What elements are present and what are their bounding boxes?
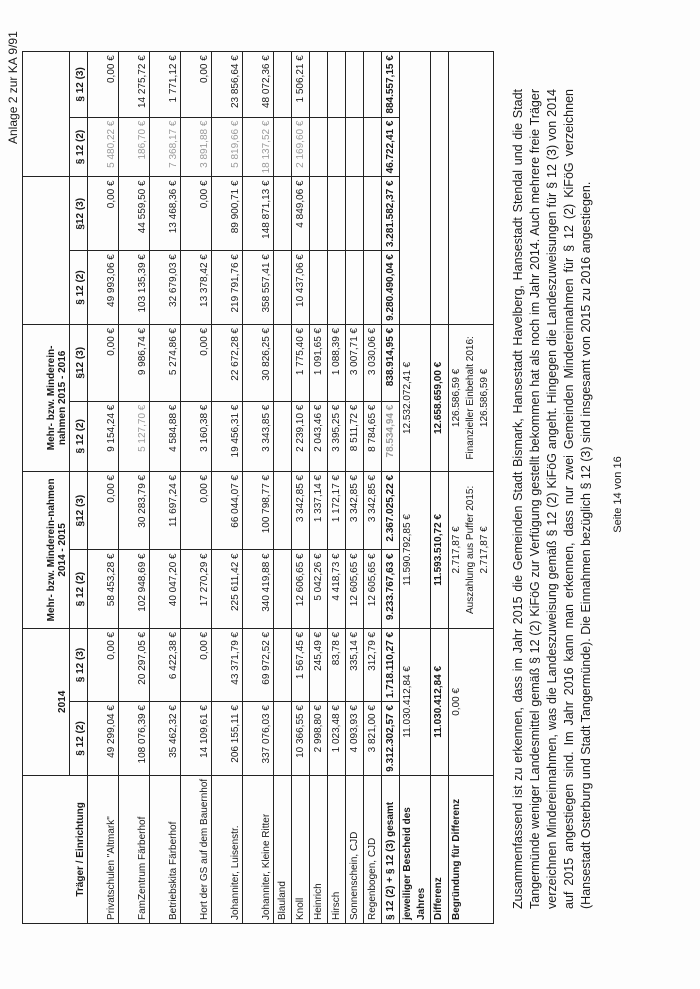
value-cell: 3 395,25 € [328, 401, 346, 471]
page-footer: Seite 14 von 16 [612, 456, 624, 533]
header-2014: 2014 [23, 628, 70, 775]
value-cell: 2 169,60 € [292, 117, 310, 177]
value-cell [346, 52, 364, 117]
row-label: Regenbogen, CJD [364, 775, 382, 923]
value-cell: 83,78 € [328, 628, 346, 701]
table-row [119, 52, 150, 924]
table-row [292, 52, 310, 924]
table-row [364, 52, 382, 924]
differenz-value [431, 471, 449, 628]
value-cell: 219 791,76 € [212, 251, 243, 325]
value-cell [364, 52, 382, 117]
value-cell [364, 117, 382, 177]
value-cell: 3 343,85 € [243, 401, 274, 471]
value-cell: 2 239,10 € [292, 401, 310, 471]
value-cell: 0,00 € [88, 177, 119, 251]
annex-label: Anlage 2 zur KA 9/91 [6, 31, 20, 144]
funding-table [22, 51, 494, 924]
value-cell: 245,49 € [310, 628, 328, 701]
value-cell: 4 849,06 € [292, 177, 310, 251]
value-cell: 103 135,39 € [119, 251, 150, 325]
value-cell [310, 52, 328, 117]
value-cell: 1 088,39 € [328, 324, 346, 401]
value-cell: 11 697,24 € [150, 471, 181, 550]
sum-cell: 1.718.110,27 € [382, 628, 400, 701]
value-line: 12.658.659,00 € [433, 361, 444, 435]
value-cell: 2 998,80 € [310, 702, 328, 776]
value-cell: 35 462,32 € [150, 702, 181, 776]
begruendung-label: Begründung für Differenz [449, 775, 494, 923]
value-cell: 12 606,65 € [292, 550, 310, 629]
value-cell: 1 775,40 € [292, 324, 310, 401]
value-cell: 358 557,41 € [243, 251, 274, 325]
value-cell [274, 117, 292, 177]
value-cell [274, 401, 292, 471]
value-line: 126.586,59 € [479, 368, 490, 428]
row-label: FamZentrum Färberhof [119, 775, 150, 923]
value-cell: 17 270,29 € [181, 550, 212, 629]
value-cell [274, 702, 292, 776]
value-cell: 3 030,06 € [364, 324, 382, 401]
value-cell: 12 605,65 € [346, 550, 364, 629]
header-s123: § 12 (3) [70, 628, 88, 701]
header-s122: § 12 (2) [70, 702, 88, 776]
value-cell [310, 251, 328, 325]
value-cell: 0,00 € [88, 628, 119, 701]
value-line: 11.593.510,72 € [433, 514, 444, 586]
sum-cell: 9.312.302,57 € [382, 702, 400, 776]
value-cell: 14 275,72 € [119, 52, 150, 117]
value-line: 11.590.792,85 € [402, 514, 413, 586]
value-cell [274, 177, 292, 251]
value-line: 0,00 € [451, 687, 462, 716]
header-blank-b [23, 52, 70, 177]
value-cell: 4 584,88 € [150, 401, 181, 471]
value-cell: 1 567,45 € [292, 628, 310, 701]
bescheid-label: jeweiliger Bescheid des Jahres [400, 775, 431, 923]
value-cell: 5 042,26 € [310, 550, 328, 629]
value-cell [274, 324, 292, 401]
value-cell: 49 993,06 € [88, 251, 119, 325]
value-cell: 186,70 € [119, 117, 150, 177]
bescheid-value [400, 471, 431, 628]
value-cell: 5 480,22 € [88, 117, 119, 177]
value-cell [274, 550, 292, 629]
differenz-value [431, 324, 449, 471]
value-cell [328, 251, 346, 325]
value-cell: 4 093,93 € [346, 702, 364, 776]
table-row [328, 52, 346, 924]
value-line: Finanzieller Einbehalt 2016: [465, 336, 476, 460]
header-2015: Mehr- bzw. Minderein-nahmen 2014 - 2015 [23, 471, 70, 628]
value-cell: 22 672,28 € [212, 324, 243, 401]
value-cell: 30 283,79 € [119, 471, 150, 550]
value-cell: 312,79 € [364, 628, 382, 701]
sum-cell: 9.233.767,63 € [382, 550, 400, 629]
value-cell: 13 468,36 € [150, 177, 181, 251]
value-cell: 13 378,42 € [181, 251, 212, 325]
value-cell: 0,00 € [181, 628, 212, 701]
differenz-label: Differenz [431, 775, 449, 923]
value-cell: 8 511,72 € [346, 401, 364, 471]
empty-cell [449, 52, 494, 325]
table-row [181, 52, 212, 924]
value-cell: 4 418,73 € [328, 550, 346, 629]
value-cell: 7 368,17 € [150, 117, 181, 177]
header-s123: § 12 (3) [70, 52, 88, 117]
header-s122: § 12 (2) [70, 401, 88, 471]
value-cell: 20 297,05 € [119, 628, 150, 701]
empty-cell [431, 52, 449, 325]
value-cell [274, 251, 292, 325]
value-cell: 69 972,52 € [243, 628, 274, 701]
row-label: Sonnenschein, CJD [346, 775, 364, 923]
value-cell: 19 456,31 € [212, 401, 243, 471]
value-cell: 48 072,36 € [243, 52, 274, 117]
value-cell: 30 826,25 € [243, 324, 274, 401]
table-row [274, 52, 292, 924]
value-cell: 100 798,77 € [243, 471, 274, 550]
value-cell: 8 784,65 € [364, 401, 382, 471]
value-cell [274, 52, 292, 117]
value-line: 2.717,87 € [479, 526, 490, 574]
value-cell: 108 076,39 € [119, 702, 150, 776]
sum-cell: 2.367.025,22 € [382, 471, 400, 550]
table-row [88, 52, 119, 924]
value-cell: 0,00 € [181, 177, 212, 251]
row-label: Hort der GS auf dem Bauernhof [181, 775, 212, 923]
value-cell: 2 043,46 € [310, 401, 328, 471]
value-cell: 0,00 € [181, 52, 212, 117]
row-label: Hirsch [328, 775, 346, 923]
value-cell: 102 948,69 € [119, 550, 150, 629]
value-cell: 335,14 € [346, 628, 364, 701]
table-row [212, 52, 243, 924]
bescheid-value [400, 324, 431, 471]
row-label: Heinrich [310, 775, 328, 923]
value-cell: 6 422,38 € [150, 628, 181, 701]
row-label: Blauland [274, 775, 292, 923]
sum-cell: 3.281.582,37 € [382, 177, 400, 251]
value-line: 12.532.072,41 € [402, 361, 413, 435]
value-cell: 1 506,21 € [292, 52, 310, 117]
header-s122: § 12 (2) [70, 251, 88, 325]
value-cell: 18 137,52 € [243, 117, 274, 177]
value-line: 126.586,59 € [451, 368, 462, 428]
header-s123: §12 (3) [70, 324, 88, 401]
value-cell: 1 337,14 € [310, 471, 328, 550]
value-cell [346, 117, 364, 177]
value-cell: 3 160,38 € [181, 401, 212, 471]
sum-cell: 46.722,41 € [382, 117, 400, 177]
value-cell: 23 856,64 € [212, 52, 243, 117]
value-cell: 10 366,55 € [292, 702, 310, 776]
sum-cell: 9.280.490,04 € [382, 251, 400, 325]
value-cell: 0,00 € [88, 324, 119, 401]
row-label: Johanniter, Luisenstr. [212, 775, 243, 923]
value-cell [346, 251, 364, 325]
bescheid-value [400, 628, 431, 775]
value-cell: 9 154,24 € [88, 401, 119, 471]
header-2016: Mehr- bzw. Minderein-nahmen 2015 - 2016 [23, 324, 70, 471]
value-cell: 44 559,50 € [119, 177, 150, 251]
begruendung-row [449, 52, 494, 924]
value-cell: 66 044,07 € [212, 471, 243, 550]
value-cell [274, 628, 292, 701]
value-line: 11.030.412,84 € [402, 666, 413, 738]
value-cell: 58 453,28 € [88, 550, 119, 629]
value-cell: 89 900,71 € [212, 177, 243, 251]
value-line: 2.717,87 € [451, 526, 462, 574]
header-traeger: Träger / Einrichtung [23, 775, 88, 923]
value-cell [328, 177, 346, 251]
value-cell: 3 342,85 € [364, 471, 382, 550]
table-row [310, 52, 328, 924]
row-label: Knoll [292, 775, 310, 923]
table-row [150, 52, 181, 924]
value-cell: 3 342,85 € [346, 471, 364, 550]
sum-row [382, 52, 400, 924]
value-cell: 1 771,12 € [150, 52, 181, 117]
value-cell [274, 471, 292, 550]
value-cell: 1 091,65 € [310, 324, 328, 401]
value-cell: 0,00 € [88, 471, 119, 550]
value-cell: 5 819,66 € [212, 117, 243, 177]
value-cell: 12 605,65 € [364, 550, 382, 629]
value-cell [364, 251, 382, 325]
empty-cell [400, 52, 431, 325]
sum-cell: 78.534,94 € [382, 401, 400, 471]
value-cell: 40 047,20 € [150, 550, 181, 629]
value-cell: 32 679,03 € [150, 251, 181, 325]
begruendung-value [449, 471, 494, 628]
value-line: Auszahlung aus Puffer 2015: [465, 485, 476, 615]
sum-cell: 838.914,95 € [382, 324, 400, 401]
value-cell: 5 274,86 € [150, 324, 181, 401]
value-cell: 206 155,11 € [212, 702, 243, 776]
value-cell: 3 007,71 € [346, 324, 364, 401]
value-line: 11.030.412,84 € [433, 665, 444, 738]
begruendung-value [449, 324, 494, 471]
value-cell: 49 299,04 € [88, 702, 119, 776]
header-s123: §12 (3) [70, 471, 88, 550]
value-cell: 1 172,17 € [328, 471, 346, 550]
value-cell [328, 52, 346, 117]
value-cell: 225 611,42 € [212, 550, 243, 629]
value-cell: 3 342,85 € [292, 471, 310, 550]
sum-cell: 884.557,15 € [382, 52, 400, 117]
value-cell: 3 891,88 € [181, 117, 212, 177]
value-cell: 3 821,00 € [364, 702, 382, 776]
value-cell: 0,00 € [88, 52, 119, 117]
row-label: Johanniter, Kleine Ritter [243, 775, 274, 923]
value-cell: 43 371,79 € [212, 628, 243, 701]
value-cell: 1 023,48 € [328, 702, 346, 776]
value-cell: 14 109,61 € [181, 702, 212, 776]
value-cell: 9 986,74 € [119, 324, 150, 401]
header-blank-a [23, 177, 70, 324]
value-cell [310, 117, 328, 177]
sum-label: § 12 (2) + § 12 (3) gesamt [382, 775, 400, 923]
value-cell: 148 871,13 € [243, 177, 274, 251]
differenz-row [431, 52, 449, 924]
table-row [243, 52, 274, 924]
value-cell: 5 127,70 € [119, 401, 150, 471]
value-cell: 337 076,03 € [243, 702, 274, 776]
value-cell: 340 419,88 € [243, 550, 274, 629]
value-cell [310, 177, 328, 251]
header-s123: §12 (3) [70, 177, 88, 251]
differenz-value [431, 628, 449, 775]
header-s122: § 12 (2) [70, 550, 88, 629]
value-cell: 10 437,06 € [292, 251, 310, 325]
value-cell: 0,00 € [181, 324, 212, 401]
value-cell: 0,00 € [181, 471, 212, 550]
value-cell [328, 117, 346, 177]
row-label: Betriebskita Färberhof [150, 775, 181, 923]
table-row [346, 52, 364, 924]
summary-paragraph: Zusammenfassend ist zu erkennen, dass im Jahr 2015 die Gemeinden Stadt Bismark, Hansestadt Havelberg, Hansestadt Stendal und die Stadt Tangermünde weniger Landesmittel gemäß § 12 (2) KiFöG zur Verfügung gestellt bekommen hat als noch im Jahr 2014. Auch mehrere freie Träger verzeichnen Mindereinnahmen, was die Landeszuweisung gemäß § 12 (2) KiFöG angeht. Hingegen die Landeszuweisungen für § 12 (3) von 2014 auf 2015 angestiegen sind. Im Jahr 2016 kann man erkennen, dass nur zwei Gemeinden Mindereinnahmen für § 12 (2) KiFöG verzeichnen (Hansestadt Osterburg und Stadt Tangermünde). Die Einnahmen bezüglich § 12 (3) sind insgesamt von 2015 zu 2016 angestiegen. [511, 89, 593, 909]
row-label: Privatschulen "Altmark" [88, 775, 119, 923]
value-cell [364, 177, 382, 251]
header-s122: § 12 (2) [70, 117, 88, 177]
bescheid-row [400, 52, 431, 924]
begruendung-value [449, 628, 494, 775]
value-cell [346, 177, 364, 251]
